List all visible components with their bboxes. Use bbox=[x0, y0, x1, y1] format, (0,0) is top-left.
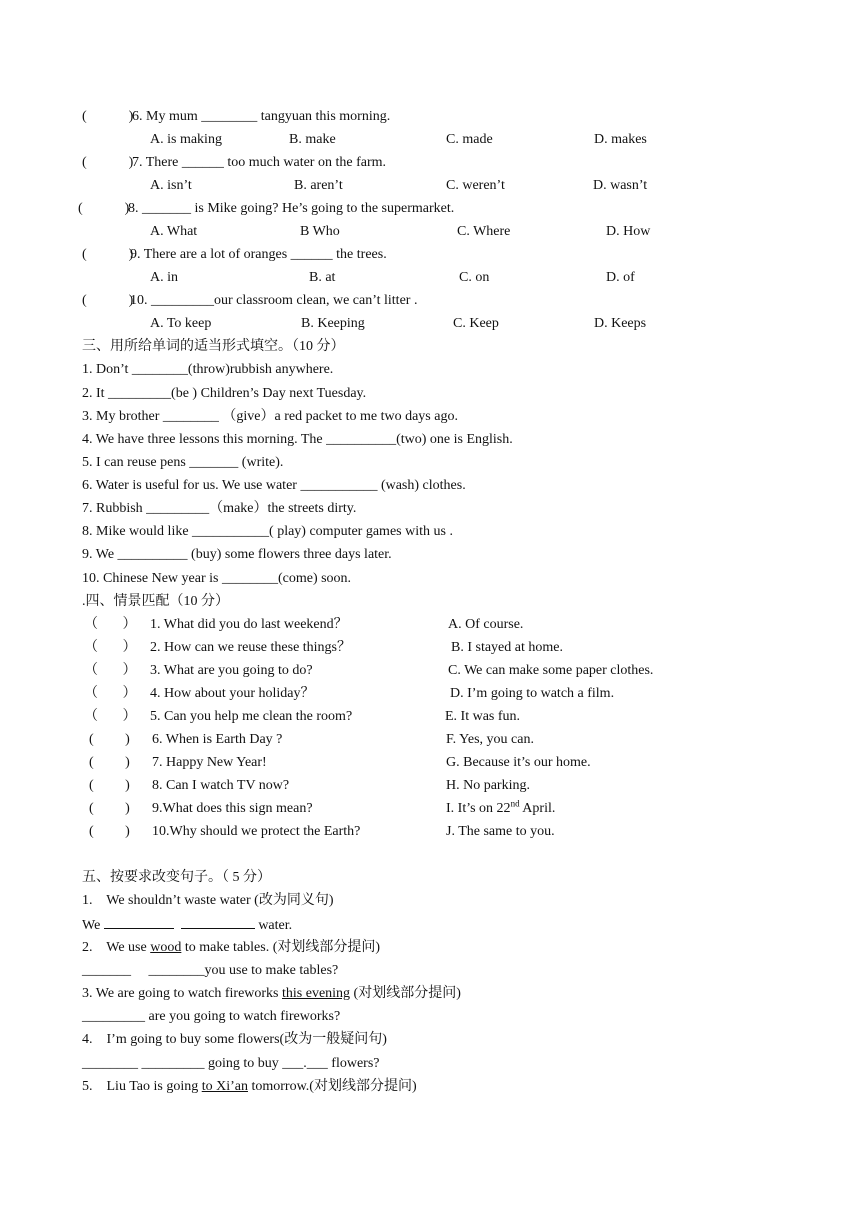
section-heading: .四、情景匹配（10 分） bbox=[82, 594, 229, 609]
question-stem: 9. There are a lot of oranges ______ the trees. bbox=[130, 247, 387, 262]
rewrite-question-5: 5. Liu Tao is going to Xi’an tomorrow.(对划线部分提问) bbox=[82, 1079, 417, 1094]
answer-bracket[interactable]: （ ） bbox=[84, 709, 137, 724]
match-answer: F. Yes, you can. bbox=[446, 732, 534, 747]
match-answer: H. No parking. bbox=[446, 778, 530, 793]
option-a: A. in bbox=[150, 270, 178, 285]
match-question: 7. Happy New Year! bbox=[152, 755, 267, 770]
match-answer: C. We can make some paper clothes. bbox=[448, 663, 654, 678]
option-b: B. Keeping bbox=[301, 316, 365, 331]
fill-item-6: 6. Water is useful for us. We use water ___________ (wash) clothes. bbox=[82, 478, 466, 493]
match-answer: J. The same to you. bbox=[446, 824, 555, 839]
answer-bracket[interactable]: ( ) bbox=[89, 824, 130, 839]
option-b: B. make bbox=[289, 132, 336, 147]
answer-bracket[interactable]: ( ) bbox=[82, 109, 134, 124]
section-heading: 三、用所给单词的适当形式填空。（10 分） bbox=[82, 339, 345, 354]
rewrite-answer-2: _______ ________you use to make tables? bbox=[82, 963, 339, 978]
rewrite-answer-3: _________ are you going to watch fireworks? bbox=[82, 1009, 341, 1024]
question-stem: 8. _______ is Mike going? He’s going to the supermarket. bbox=[128, 201, 455, 216]
fill-item-4: 4. We have three lessons this morning. The __________(two) one is English. bbox=[82, 432, 513, 447]
match-answer: D. I’m going to watch a film. bbox=[450, 686, 615, 701]
answer-bracket[interactable]: ( ) bbox=[89, 801, 130, 816]
answer-bracket[interactable]: ( ) bbox=[82, 293, 134, 308]
option-c: C. Where bbox=[457, 224, 511, 239]
match-question: 3. What are you going to do? bbox=[150, 663, 313, 678]
option-d: D. Keeps bbox=[594, 316, 647, 331]
rewrite-answer-1: We water. bbox=[82, 918, 293, 933]
match-question: 4. How about your holiday？ bbox=[150, 686, 315, 701]
option-c: C. Keep bbox=[453, 316, 499, 331]
answer-bracket[interactable]: （ ） bbox=[84, 663, 137, 678]
fill-item-8: 8. Mike would like ___________( play) computer games with us . bbox=[82, 524, 453, 539]
option-d: D. makes bbox=[594, 132, 647, 147]
match-question: 5. Can you help me clean the room? bbox=[150, 709, 353, 724]
option-d: D. of bbox=[606, 270, 635, 285]
question-stem: 6. My mum ________ tangyuan this morning. bbox=[132, 109, 391, 124]
match-question: 2. How can we reuse these things？ bbox=[150, 640, 352, 655]
fill-item-5: 5. I can reuse pens _______ (write). bbox=[82, 455, 284, 470]
fill-item-10: 10. Chinese New year is ________(come) soon. bbox=[82, 571, 352, 586]
option-d: D. wasn’t bbox=[593, 178, 648, 193]
option-b: B Who bbox=[300, 224, 340, 239]
match-question: 1. What did you do last weekend？ bbox=[150, 617, 348, 632]
section-heading: 五、按要求改变句子。（ 5 分） bbox=[82, 870, 271, 885]
match-question: 9.What does this sign mean? bbox=[152, 801, 313, 816]
answer-bracket[interactable]: （ ） bbox=[84, 617, 137, 632]
rewrite-answer-4: ________ _________ going to buy ___.___ flowers? bbox=[82, 1056, 380, 1071]
option-b: B. aren’t bbox=[294, 178, 343, 193]
answer-bracket[interactable]: ( ) bbox=[82, 247, 134, 262]
option-c: C. on bbox=[459, 270, 490, 285]
option-a: A. isn’t bbox=[150, 178, 192, 193]
fill-item-9: 9. We __________ (buy) some flowers three days later. bbox=[82, 547, 392, 562]
match-question: 10.Why should we protect the Earth? bbox=[152, 824, 361, 839]
option-d: D. How bbox=[606, 224, 651, 239]
answer-bracket[interactable]: ( ) bbox=[89, 732, 130, 747]
rewrite-question-1: 1. We shouldn’t waste water (改为同义句) bbox=[82, 893, 334, 908]
option-b: B. at bbox=[309, 270, 336, 285]
answer-bracket[interactable]: ( ) bbox=[82, 155, 134, 170]
match-answer: B. I stayed at home. bbox=[451, 640, 563, 655]
fill-item-1: 1. Don’t ________(throw)rubbish anywhere. bbox=[82, 362, 334, 377]
option-a: A. is making bbox=[150, 132, 222, 147]
rewrite-question-4: 4. I’m going to buy some flowers(改为一般疑问句) bbox=[82, 1032, 387, 1047]
rewrite-question-2: 2. We use wood to make tables. (对划线部分提问) bbox=[82, 940, 381, 955]
match-answer: E. It was fun. bbox=[445, 709, 521, 724]
option-a: A. To keep bbox=[150, 316, 212, 331]
answer-bracket[interactable]: ( ) bbox=[78, 201, 130, 216]
match-question: 6. When is Earth Day ? bbox=[152, 732, 283, 747]
option-c: C. weren’t bbox=[446, 178, 505, 193]
question-stem: 7. There ______ too much water on the farm. bbox=[132, 155, 387, 170]
answer-bracket[interactable]: （ ） bbox=[84, 686, 137, 701]
fill-item-7: 7. Rubbish _________（make）the streets dirty. bbox=[82, 501, 357, 516]
option-a: A. What bbox=[150, 224, 198, 239]
match-question: 8. Can I watch TV now? bbox=[152, 778, 290, 793]
fill-item-2: 2. It _________(be ) Children’s Day next Tuesday. bbox=[82, 386, 367, 401]
answer-bracket[interactable]: ( ) bbox=[89, 778, 130, 793]
match-answer: I. It’s on 22nd April. bbox=[446, 798, 556, 816]
answer-bracket[interactable]: ( ) bbox=[89, 755, 130, 770]
question-stem: 10. _________our classroom clean, we can’t litter . bbox=[130, 293, 418, 308]
answer-bracket[interactable]: （ ） bbox=[84, 640, 137, 655]
match-answer: G. Because it’s our home. bbox=[446, 755, 591, 770]
fill-item-3: 3. My brother ________ （give）a red packet to me two days ago. bbox=[82, 409, 458, 424]
option-c: C. made bbox=[446, 132, 493, 147]
match-answer: A. Of course. bbox=[448, 617, 524, 632]
rewrite-question-3: 3. We are going to watch fireworks this evening (对划线部分提问) bbox=[82, 986, 461, 1001]
